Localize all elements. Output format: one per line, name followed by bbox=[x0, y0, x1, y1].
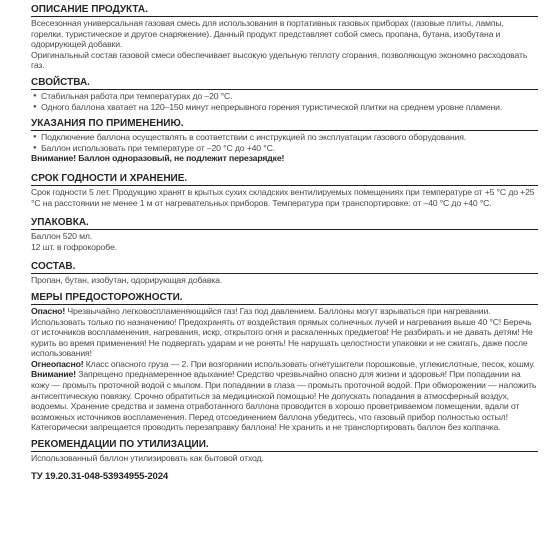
storage-heading: СРОК ГОДНОСТИ И ХРАНЕНИЕ. bbox=[31, 172, 188, 184]
packaging-line-2: 12 шт. в гофрокоробе. bbox=[31, 241, 117, 252]
packaging-line-1: Баллон 520 мл. bbox=[31, 231, 93, 242]
precautions-section bbox=[31, 292, 538, 433]
precautions-heading: МЕРЫ ПРЕДОСТОРОЖНОСТИ. bbox=[31, 291, 183, 303]
disposal-text: Использованный баллон утилизировать как бытовой отход. bbox=[31, 453, 264, 464]
description-paragraph-1: Всесезонная универсальная газовая смесь для использования в портативных газовых приборах (газовые плиты, лампы, горелки, туристическое и другое снаряжение). Данный продукт представляет собой смесь пропана, бутана, изобутана и одорирующей добавки. bbox=[31, 18, 504, 50]
packaging-heading: УПАКОВКА. bbox=[31, 217, 89, 229]
properties-heading: СВОЙСТВА. bbox=[31, 76, 90, 88]
usage-heading: УКАЗАНИЯ ПО ПРИМЕНЕНИЮ. bbox=[31, 118, 184, 130]
description-heading: ОПИСАНИЕ ПРОДУКТА. bbox=[31, 4, 148, 15]
disposal-section bbox=[31, 439, 538, 464]
attention-label: Внимание! bbox=[31, 369, 76, 380]
attention-text: Запрещено преднамеренное вдыхание! Средство чрезвычайно опасно для жизни и здоровья! При попадании на кожу — промыть проточной водой с мылом. При попадании в глаза — промыть проточной водой. При обморожении — наложить антисептическую повязку. Срочно обратиться за медицинской помощью! Не допускать попадания в атмосферный воздух, водоемы. Хранение средства и замена отработанного баллона проводится в хорошо проветриваемом помещении, вдали от возможных источников воспламенения. Перед отсоединением баллона убедитесь, что газовый прибор полностью остыл! Категорически запрещается проводить перезаправку баллона! Не хранить и не транспортировать баллон без колпачка. bbox=[31, 369, 537, 433]
description-rule bbox=[31, 16, 538, 17]
composition-heading: СОСТАВ. bbox=[31, 261, 76, 273]
description-paragraph-2: Оригинальный состав газовой смеси обеспечивает высокую удельную теплоту сгорания, позволяющую экономно расходовать газ. bbox=[31, 49, 528, 71]
usage-item: ● Баллон использовать при температуре от –20 °С до +40 °С. bbox=[31, 143, 538, 154]
storage-section bbox=[31, 173, 538, 208]
storage-rule bbox=[31, 185, 538, 186]
description-section bbox=[31, 4, 538, 71]
attention-paragraph bbox=[31, 369, 538, 433]
properties-item: ● Одного баллона хватает на 120–150 минут непрерывного горения туристической плитки на среднем уровне пламени. bbox=[31, 102, 538, 113]
usage-section bbox=[31, 118, 538, 164]
fire-label: Огнеопасно! bbox=[31, 358, 84, 369]
danger-paragraph bbox=[31, 306, 538, 359]
fire-paragraph bbox=[31, 359, 538, 370]
disposal-rule bbox=[31, 451, 538, 452]
spec-number: ТУ 19.20.31-048-53934955-2024 bbox=[31, 470, 169, 482]
usage-warning: Внимание! Баллон одноразовый, не подлежит перезарядке! bbox=[31, 153, 285, 164]
danger-text: Чрезвычайно легковоспламеняющийся газ! Газ под давлением. Баллоны могут взрываться при нагревании. Использовать только по назначению! Предохранять от воздействия прямых солнечных лучей и нагревания выше 40 °С! Беречь от источников воспламенения, нагревания, искр, открытого огня и раскаленных предметов! Не разбирать и не давать детям! Не курить во время применения! Не подвергать ударам и не ронять! Не нарушать целостности упаковки и не сжигать, даже после использования! bbox=[31, 305, 533, 359]
properties-section bbox=[31, 77, 538, 112]
packaging-rule bbox=[31, 229, 538, 230]
properties-list bbox=[31, 91, 538, 112]
packaging-section bbox=[31, 217, 538, 252]
properties-item: ● Стабильная работа при температурах до –20 °С. bbox=[31, 91, 538, 102]
composition-rule bbox=[31, 273, 538, 274]
usage-item: ● Подключение баллона осуществлять в соответствии с инструкцией по эксплуатации газового оборудования. bbox=[31, 132, 538, 143]
storage-text: Срок годности 5 лет. Продукцию хранят в крытых сухих складских вентилируемых помещениях при температуре от +5 °С до +25 °С на расстоянии не менее 1 м от нагревательных приборов. Температура при транспортировке: от –40 °С до +40 °С. bbox=[31, 186, 535, 208]
disposal-heading: РЕКОМЕНДАЦИИ ПО УТИЛИЗАЦИИ. bbox=[31, 439, 209, 451]
danger-label: Опасно! bbox=[31, 305, 66, 316]
composition-section bbox=[31, 261, 538, 286]
precautions-rule bbox=[31, 304, 538, 305]
fire-text: Класс опасного груза — 2. При возгорании использовать огнетушители порошковые, углекислотные, песок, кошму. bbox=[83, 358, 536, 369]
usage-rule bbox=[31, 130, 538, 131]
usage-list bbox=[31, 132, 538, 153]
properties-rule bbox=[31, 89, 538, 90]
composition-text: Пропан, бутан, изобутан, одорирующая добавка. bbox=[31, 275, 223, 286]
